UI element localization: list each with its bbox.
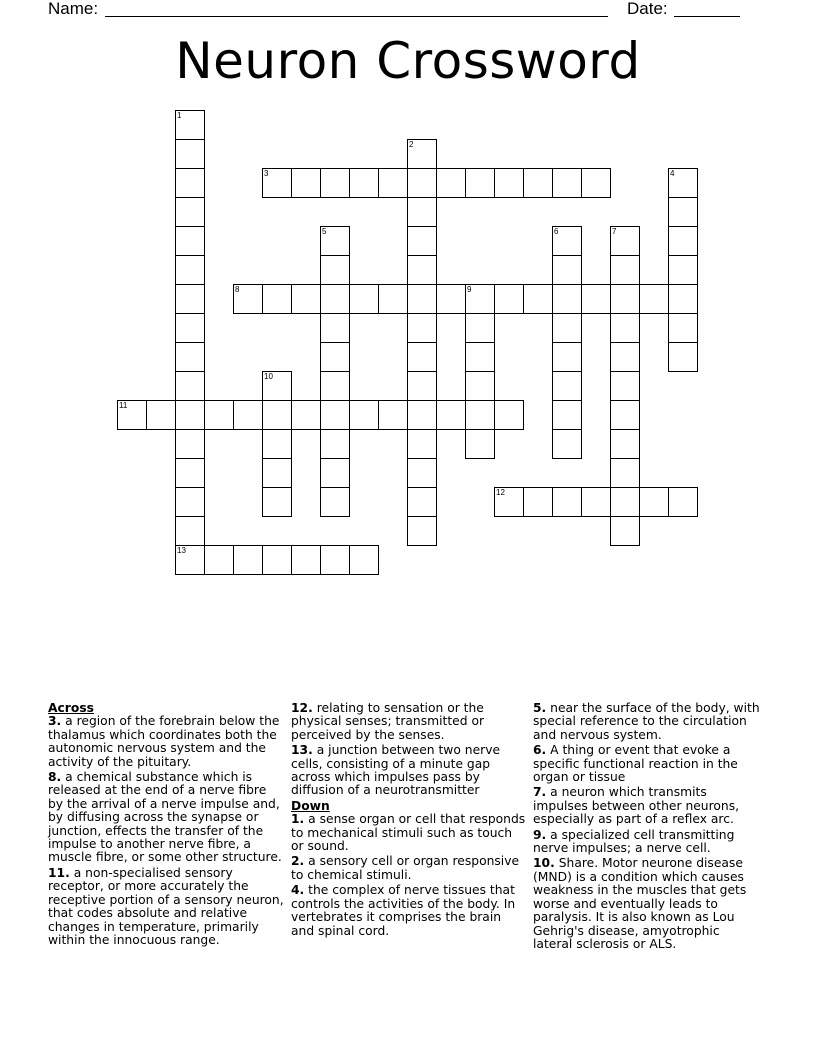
grid-cell[interactable] — [175, 458, 205, 488]
grid-cell[interactable] — [320, 313, 350, 343]
grid-cell[interactable] — [436, 400, 466, 430]
grid-cell[interactable] — [320, 371, 350, 401]
grid-cell[interactable] — [378, 284, 408, 314]
grid-cell[interactable] — [552, 400, 582, 430]
grid-cell[interactable] — [349, 400, 379, 430]
grid-cell[interactable] — [610, 342, 640, 372]
grid-cell[interactable] — [262, 371, 292, 401]
grid-cell[interactable] — [436, 168, 466, 198]
clue-across-8: 8. a chemical substance which is released at the end of a nerve fibre by the arrival of a nerve impulse and, by diffusing across the synapse or junction, effects the transfer of the impulse to another nerve fibre, a muscle fibre, or some other structure. — [48, 770, 282, 865]
grid-cell[interactable] — [407, 342, 437, 372]
grid-cell[interactable] — [262, 168, 292, 198]
clue-number: 13 — [177, 546, 186, 555]
grid-cell[interactable] — [320, 255, 350, 285]
grid-cell[interactable] — [175, 284, 205, 314]
grid-cell[interactable] — [465, 429, 495, 459]
grid-cell[interactable] — [668, 255, 698, 285]
grid-cell[interactable] — [407, 313, 437, 343]
grid-cell[interactable] — [552, 371, 582, 401]
grid-cell[interactable] — [349, 284, 379, 314]
grid-cell[interactable] — [349, 545, 379, 575]
clue-number: 1 — [177, 111, 182, 120]
clue-down-2: 2. a sensory cell or organ responsive to chemical stimuli. — [291, 854, 520, 882]
grid-cell[interactable] — [233, 400, 263, 430]
grid-cell[interactable] — [494, 400, 524, 430]
down-heading: Down — [291, 798, 330, 813]
grid-cell[interactable] — [291, 400, 321, 430]
clue-across-11: 11. a non-specialised sensory receptor, or more accurately the receptive portion of a sensory neuron, that codes absolute and relative changes in temperature, primarily within the innocuous range. — [48, 865, 284, 947]
clue-down-9: 9. a specialized cell transmitting nerve impulses; a nerve cell. — [533, 827, 735, 856]
grid-cell[interactable] — [610, 255, 640, 285]
grid-cell[interactable] — [407, 429, 437, 459]
clue-number: 8 — [235, 285, 240, 294]
clue-across-12: 12. relating to sensation or the physical senses; transmitted or perceived by the senses. — [291, 701, 485, 742]
grid-cell[interactable] — [146, 400, 176, 430]
grid-cell[interactable] — [523, 284, 553, 314]
clue-across-13: 13. a junction between two nerve cells, consisting of a minute gap across which impulses pass by diffusion of a neurotransmitter — [291, 743, 501, 798]
date-label: Date: — [627, 0, 668, 18]
grid-cell[interactable] — [407, 516, 437, 546]
grid-cell[interactable] — [581, 487, 611, 517]
grid-cell[interactable] — [523, 168, 553, 198]
grid-cell[interactable] — [175, 429, 205, 459]
grid-cell[interactable] — [610, 429, 640, 459]
grid-cell[interactable] — [378, 400, 408, 430]
grid-cell[interactable] — [610, 371, 640, 401]
grid-cell[interactable] — [552, 255, 582, 285]
grid-cell[interactable] — [552, 284, 582, 314]
clue-number: 12 — [496, 488, 505, 497]
name-label: Name: — [48, 0, 99, 18]
clue-number: 6 — [554, 227, 559, 236]
grid-cell[interactable] — [552, 226, 582, 256]
grid-cell[interactable] — [668, 284, 698, 314]
grid-cell[interactable] — [552, 313, 582, 343]
grid-cell[interactable] — [262, 487, 292, 517]
clue-number: 3 — [264, 169, 269, 178]
grid-cell[interactable] — [262, 545, 292, 575]
grid-cell[interactable] — [175, 168, 205, 198]
grid-cell[interactable] — [610, 400, 640, 430]
grid-cell[interactable] — [320, 342, 350, 372]
grid-cell[interactable] — [175, 516, 205, 546]
clue-down-6: 6. A thing or event that evoke a specific functional reaction in the organ or tissue — [533, 743, 738, 785]
grid-cell[interactable] — [668, 487, 698, 517]
clue-down-4: 4. the complex of nerve tissues that controls the activities of the body. In vertebrates it comprises the brain and spinal cord. — [291, 883, 516, 938]
grid-cell[interactable] — [668, 197, 698, 227]
grid-cell[interactable] — [465, 342, 495, 372]
grid-cell[interactable] — [668, 313, 698, 343]
grid-cell[interactable] — [291, 284, 321, 314]
grid-cell[interactable] — [407, 197, 437, 227]
grid-cell[interactable] — [320, 226, 350, 256]
clue-across-3: 3. a region of the forebrain below the thalamus which coordinates both the autonomic nervous system and the activity of the pituitary. — [48, 714, 280, 769]
grid-cell[interactable] — [668, 342, 698, 372]
grid-cell[interactable] — [668, 226, 698, 256]
clue-number: 11 — [119, 401, 128, 410]
grid-cell[interactable] — [320, 168, 350, 198]
grid-cell[interactable] — [175, 371, 205, 401]
grid-cell[interactable] — [175, 313, 205, 343]
grid-cell[interactable] — [552, 429, 582, 459]
grid-cell[interactable] — [175, 226, 205, 256]
grid-cell[interactable] — [436, 284, 466, 314]
clue-number: 9 — [467, 285, 472, 294]
clue-down-1: 1. a sense organ or cell that responds to mechanical stimuli such as touch or sound. — [291, 812, 526, 854]
grid-cell[interactable] — [117, 400, 147, 430]
grid-cell[interactable] — [175, 487, 205, 517]
grid-cell[interactable] — [581, 284, 611, 314]
grid-cell[interactable] — [494, 487, 524, 517]
grid-cell[interactable] — [407, 226, 437, 256]
grid-cell[interactable] — [175, 197, 205, 227]
grid-cell[interactable] — [175, 255, 205, 285]
grid-cell[interactable] — [639, 284, 669, 314]
clue-number: 5 — [322, 227, 327, 236]
grid-cell[interactable] — [320, 400, 350, 430]
grid-cell[interactable] — [494, 168, 524, 198]
grid-cell[interactable] — [175, 342, 205, 372]
grid-cell[interactable] — [581, 168, 611, 198]
grid-cell[interactable] — [610, 284, 640, 314]
grid-cell[interactable] — [320, 487, 350, 517]
grid-cell[interactable] — [523, 487, 553, 517]
grid-cell[interactable] — [494, 284, 524, 314]
grid-cell[interactable] — [610, 313, 640, 343]
clue-number: 10 — [264, 372, 273, 381]
clue-number: 7 — [612, 227, 617, 236]
grid-cell[interactable] — [262, 458, 292, 488]
grid-cell[interactable] — [610, 487, 640, 517]
grid-cell[interactable] — [552, 342, 582, 372]
grid-cell[interactable] — [349, 168, 379, 198]
grid-cell[interactable] — [465, 313, 495, 343]
grid-cell[interactable] — [407, 458, 437, 488]
clue-number: 4 — [670, 169, 675, 178]
grid-cell[interactable] — [262, 284, 292, 314]
grid-cell[interactable] — [465, 284, 495, 314]
grid-cell[interactable] — [552, 168, 582, 198]
grid-cell[interactable] — [407, 400, 437, 430]
grid-cell[interactable] — [407, 168, 437, 198]
grid-cell[interactable] — [262, 429, 292, 459]
clues-column-2 — [291, 702, 527, 940]
grid-cell[interactable] — [175, 400, 205, 430]
grid-cell[interactable] — [175, 110, 205, 140]
grid-cell[interactable] — [668, 168, 698, 198]
across-heading: Across — [48, 701, 94, 715]
page-title: Neuron Crossword — [175, 32, 641, 90]
grid-cell[interactable] — [407, 139, 437, 169]
grid-cell[interactable] — [552, 487, 582, 517]
grid-cell[interactable] — [175, 545, 205, 575]
grid-cell[interactable] — [610, 458, 640, 488]
grid-cell[interactable] — [204, 400, 234, 430]
grid-cell[interactable] — [407, 255, 437, 285]
grid-cell[interactable] — [465, 400, 495, 430]
grid-cell[interactable] — [465, 168, 495, 198]
grid-cell[interactable] — [378, 168, 408, 198]
grid-cell[interactable] — [610, 226, 640, 256]
clue-down-7: 7. a neuron which transmits impulses between other neurons, especially as part of a reflex arc. — [533, 785, 740, 827]
grid-cell[interactable] — [233, 284, 263, 314]
clue-number: 2 — [409, 140, 414, 149]
grid-cell[interactable] — [320, 284, 350, 314]
grid-cell[interactable] — [320, 545, 350, 575]
grid-cell[interactable] — [407, 487, 437, 517]
grid-cell[interactable] — [320, 458, 350, 488]
grid-cell[interactable] — [204, 545, 234, 575]
clue-down-5: 5. near the surface of the body, with special reference to the circulation and nervous system. — [533, 701, 760, 742]
grid-cell[interactable] — [465, 371, 495, 401]
grid-cell[interactable] — [610, 516, 640, 546]
clue-down-10: 10. Share. Motor neurone disease (MND) is a condition which causes weakness in the muscles that gets worse and eventually leads to paralysis. It is also known as Lou Gehrig's disease, amyotrophic lateral sclerosis or ALS. — [533, 856, 747, 951]
grid-cell[interactable] — [407, 284, 437, 314]
grid-cell[interactable] — [639, 487, 669, 517]
clues-column-3 — [533, 702, 761, 953]
grid-cell[interactable] — [407, 371, 437, 401]
grid-cell[interactable] — [291, 168, 321, 198]
grid-cell[interactable] — [320, 429, 350, 459]
clues-column-1 — [48, 702, 284, 949]
grid-cell[interactable] — [233, 545, 263, 575]
grid-cell[interactable] — [262, 400, 292, 430]
grid-cell[interactable] — [291, 545, 321, 575]
grid-cell[interactable] — [175, 139, 205, 169]
